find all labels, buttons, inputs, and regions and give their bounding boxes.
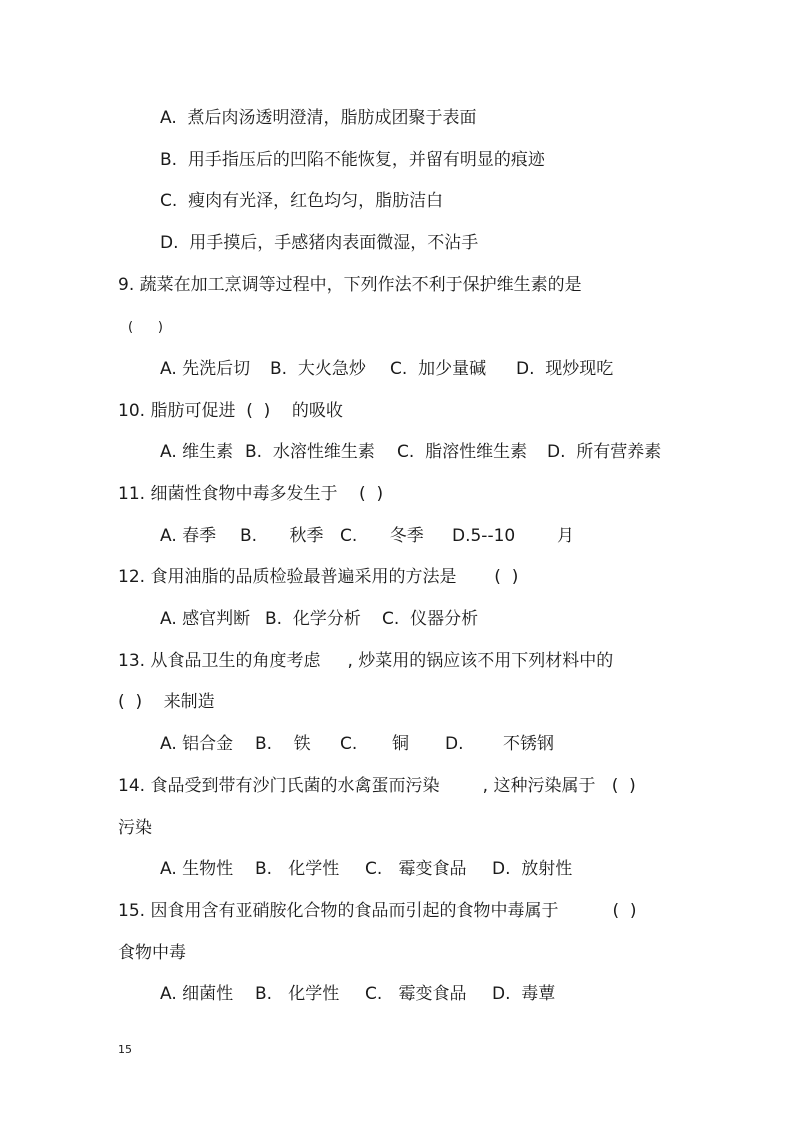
q14-option-a: A. 生物性 bbox=[160, 859, 234, 879]
q12-option-b: B. 化学分析 bbox=[265, 609, 361, 629]
q9-option-d: D. 现炒现吃 bbox=[516, 359, 614, 379]
q10-option-b: B. 水溶性维生素 bbox=[245, 442, 375, 462]
q13-option-d: D. bbox=[445, 734, 464, 754]
q9-paren: ( ) bbox=[128, 320, 163, 335]
q12-stem: 12. 食用油脂的品质检验最普遍采用的方法是 ( ) bbox=[118, 567, 519, 587]
q9-option-a: A. 先洗后切 bbox=[160, 359, 251, 379]
q15-option-c: C. 霉变食品 bbox=[365, 984, 467, 1004]
q10-stem: 10. 脂肪可促进 ( ) 的吸收 bbox=[118, 401, 343, 421]
q11-stem: 11. 细菌性食物中毒多发生于 ( ) bbox=[118, 484, 384, 504]
q9-option-c: C. 加少量碱 bbox=[390, 359, 487, 379]
q15-option-d: D. 毒蕈 bbox=[492, 984, 556, 1004]
q13-option-d-text: 不锈钢 bbox=[503, 734, 554, 754]
q11-option-b: B. 秋季 bbox=[240, 526, 324, 546]
q14-option-b: B. 化学性 bbox=[255, 859, 340, 879]
page-number: 15 bbox=[118, 1043, 132, 1056]
q13-option-a: A. 铝合金 bbox=[160, 734, 234, 754]
q13-option-c: C. bbox=[340, 734, 358, 754]
q15-stem: 15. 因食用含有亚硝胺化合物的食品而引起的食物中毒属于 ( ) bbox=[118, 901, 637, 921]
q13-option-c-text: 铜 bbox=[392, 734, 409, 754]
q11-option-d: D.5--10 bbox=[452, 526, 516, 546]
q15-option-b: B. 化学性 bbox=[255, 984, 340, 1004]
q8-option-d: D. 用手摸后，手感猪肉表面微湿，不沾手 bbox=[160, 233, 479, 253]
q15-stem-continued: 食物中毒 bbox=[118, 943, 186, 963]
q13-stem-continued: ( ) 来制造 bbox=[118, 692, 215, 712]
q15-option-a: A. 细菌性 bbox=[160, 984, 234, 1004]
q13-option-b: B. 铁 bbox=[255, 734, 311, 754]
q14-option-d: D. 放射性 bbox=[492, 859, 573, 879]
q10-option-d: D. 所有营养素 bbox=[547, 442, 662, 462]
q12-option-a: A. 感官判断 bbox=[160, 609, 251, 629]
q14-option-c: C. 霉变食品 bbox=[365, 859, 467, 879]
q8-option-a: A. 煮后肉汤透明澄清，脂肪成团聚于表面 bbox=[160, 108, 477, 128]
q8-option-c: C. 瘦肉有光泽，红色均匀，脂肪洁白 bbox=[160, 191, 444, 211]
q10-option-a: A. 维生素 bbox=[160, 442, 234, 462]
q11-option-a: A. 春季 bbox=[160, 526, 217, 546]
q14-stem: 14. 食品受到带有沙门氏菌的水禽蛋而污染 , 这种污染属于 ( ) bbox=[118, 776, 636, 796]
q12-option-c: C. 仪器分析 bbox=[382, 609, 479, 629]
q11-option-d-unit: 月 bbox=[557, 526, 574, 546]
q9-stem: 9. 蔬菜在加工烹调等过程中，下列作法不利于保护维生素的是 bbox=[118, 275, 582, 295]
q10-option-c: C. 脂溶性维生素 bbox=[397, 442, 528, 462]
q11-option-c: C. 冬季 bbox=[340, 526, 424, 546]
q13-stem: 13. 从食品卫生的角度考虑 , 炒菜用的锅应该不用下列材料中的 bbox=[118, 651, 614, 671]
q14-stem-continued: 污染 bbox=[118, 818, 152, 838]
q9-option-b: B. 大火急炒 bbox=[270, 359, 366, 379]
q8-option-b: B. 用手指压后的凹陷不能恢复，并留有明显的痕迹 bbox=[160, 150, 545, 170]
